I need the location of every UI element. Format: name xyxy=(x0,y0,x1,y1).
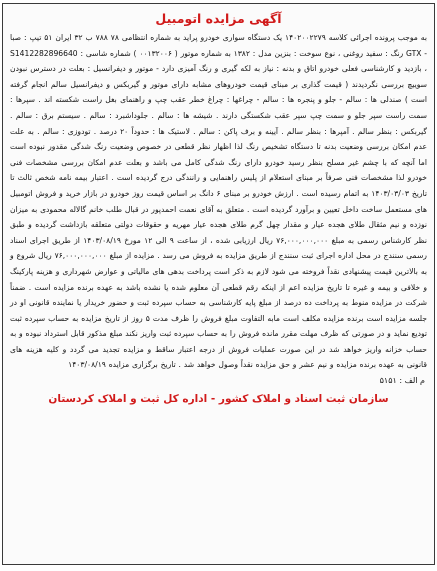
notice-body-text: به موجب پرونده اجرائی کلاسه ۱۴۰۲۰۰۲۲۷۹ یک دستگاه سواری خودرو پراید به شماره انتظامی ۷۸ ۷۸۸ ب ۳۲ ایران ۵۱ تیپ : صبا - GTX رنگ : سفید روغنی ، نوع سوخت : بنزین مدل : ۱۳۸۲ به شماره موتور ( ۰۰۱۳۲۰۰۶ ) شماره شاسی : S1412282896640 ، بازدید و کارشناسی فعلی خودرو اتاق و بدنه : نیاز به لکه گیری و رنگ آمیزی دارد - موتور و دیفرانسیل : بعلت در دسترس نبودن سوییچ بررسی نگردیدند ( قیمت گذاری بر مبنای قیمت خودروهای مشابه دارای موتور و گیربکس و دیفرانسیل سالم انجام گرفته است ) صندلی ها : سالم - جلو و پنجره ها : سالم - چراغها : چراغ خطر عقب چپ و راهنمای بغل راست شکسته اند . سپرها : سمت راست سپر جلو و سمت چپ سپر عقب شکستگی دارند . شیشه ها : سالم . جلوداشبرد : سالم . سیستم برق : سالم . گیربکس : بنظر سالم . آمپرها : بنظر سالم . آیینه و برف پاکن : سالم . لاستیک ها : حدوداً ۲۰ درصد . تودوزی : سالم . به علت عدم امکان بررسی وضعیت بدنه تا دستگاه تشخیص رنگ لذا اظهار نظر قطعی در خصوص وضعیت رنگ شدگی مقدور نبوده است اما آنچه که با چشم غیر مسلح بنظر رسید خودرو دارای رنگ شدگی کامل می باشد و بعلت عدم امکان بررسی مشخصات فنی خودرو لذا مشخصات فنی صرفاً بر مبنای استعلام از پلیس راهنمایی و رانندگی درج گردیده است . اعتبار بیمه نامه شخص ثالث تا تاریخ ۱۴۰۳/۰۳/۰۳ به اتمام رسیده است . ارزش خودرو بر مبنای ۶ دانگ بر اساس قیمت روز خودرو در بازار خرید و فروش اتومبیل های مستعمل ساخت داخل تعیین و برآورد گردیده است . متعلق به آقای نعمت احمدپور در قبال طلب خانم گالاله محمودی به میزان نوزده و نیم مثقال طلای هجده عیار و مقدار چهل گرم طلای هجده عیار مهریه و حقوقات دولتی متعلقه بازداشت گردیده و طبق نظر کارشناس رسمی به مبلغ ۷۶,۰۰۰,۰۰۰,۰۰۰ ریال ارزیابی شده ، از ساعت ۹ الی ۱۲ مورخ ۱۴۰۳/۰۸/۱۹ از طریق اجرای اسناد رسمی سنندج در محل اداره اجرای ثبت سنندج از طریق مزایده به فروش می رسد . مزایده از مبلغ ۷۶,۰۰۰,۰۰۰,۰۰۰ ریال شروع و به بالاترین قیمت پیشنهادی نقداً فروخته می شود لازم به ذکر است پرداخت بدهی های مالیاتی و عوارض شهرداری و هزینه پارکینگ و خلافی و بیمه و غیره تا تاریخ مزایده اعم از اینکه رقم قطعی آن معلوم شده یا نشده باشد به عهده برنده مزایده است . ضمناً شرکت در مزایده منوط به پرداخت ده درصد از مبلغ پایه کارشناسی به حساب سپرده ثبت و حضور خریدار یا نماینده قانونی او در جلسه مزایده است برنده مزایده مکلف است مابه التفاوت مبلغ فروش را ظرف مدت ۵ روز از تاریخ مزایده به حساب سپرده ثبت تودیع نماید و در صورتی که ظرف مهلت مقرر مانده فروش را به حساب سپرده ثبت واریز نکند مبلغ مذکور قابل استرداد نبوده و به حساب خزانه واریز خواهد شد در این صورت عملیات فروش از درجه اعتبار ساقط و مزایده تجدید می گردد و کلیه هزینه های قانونی به عهده برنده مزایده و نیم عشر و حق مزایده نقداً وصول خواهد شد . تاریخ برگزاری مزایده ۱۴۰۳/۰۸/۱۹ xyxy=(10,33,427,370)
auction-notice xyxy=(2,3,435,565)
issue-number: م الف : ۵۱۵۱ xyxy=(379,376,425,386)
issuing-authority: سازمان ثبت اسناد و املاک کشور - اداره کل ثبت و املاک کردستان xyxy=(48,393,389,406)
notice-body xyxy=(3,30,434,373)
notice-title: آگهی مزایده اتومبیل xyxy=(155,11,282,26)
